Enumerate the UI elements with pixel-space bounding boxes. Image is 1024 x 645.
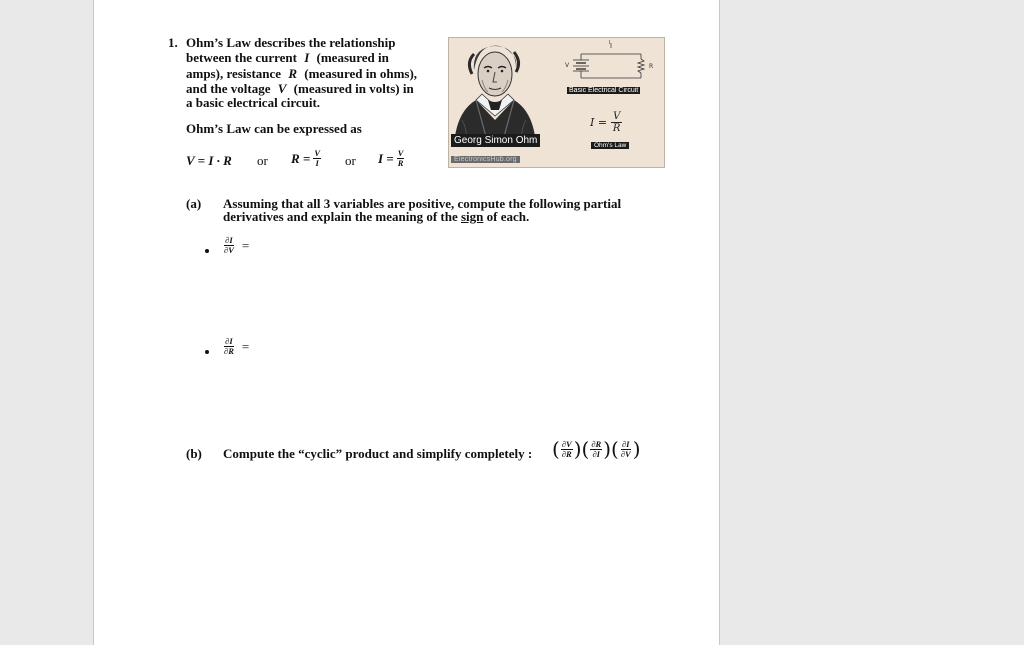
circuit-caption: Basic Electrical Circuit [569, 87, 639, 94]
or-text-1: or [257, 153, 268, 168]
part-a-label: (a) [186, 196, 202, 211]
sign-underlined: sign [460, 209, 484, 224]
circuit-diagram [561, 40, 661, 84]
ohms-law-caption: Ohm's Law [591, 142, 629, 149]
var-V: V [277, 81, 287, 96]
expressed-as-text: Ohm’s Law can be expressed as [186, 121, 362, 136]
watermark-text: ElectronicsHub.org [451, 156, 520, 163]
circuit-label-v: V [565, 62, 570, 69]
circuit-label-i: I [609, 40, 611, 46]
bullet-1 [205, 249, 209, 253]
intro-line-5: a basic electrical circuit. [186, 95, 321, 110]
ohm-portrait-image [452, 40, 536, 146]
equation-v-ir: V = I · R [186, 153, 232, 168]
bullet-2 [205, 350, 209, 354]
derivative-dI-dR: $\frac{\partial I}{\partial R}$ = [224, 336, 250, 356]
var-I: I [304, 50, 310, 65]
equation-r-vi: R = $\frac{V}{I}$ [291, 148, 321, 168]
or-text-2: or [345, 153, 356, 168]
part-a-line-2: derivatives and explain the meaning of the sign of each. [223, 209, 530, 224]
document-page [93, 0, 720, 645]
figure-formula: I = $\frac{V}{R}$ [590, 111, 621, 134]
intro-line-2: between the current I (measured in [186, 50, 389, 65]
intro-line-3: amps), resistance R (measured in ohms), [186, 66, 418, 81]
circuit-label-r: R [649, 63, 654, 70]
derivative-dI-dV: $\frac{\partial I}{\partial V}$ = [224, 235, 250, 255]
portrait-caption: Georg Simon Ohm [451, 134, 540, 147]
part-b-label: (b) [186, 446, 202, 461]
intro-line-1: Ohm’s Law describes the relationship [186, 35, 396, 50]
var-R: R [288, 66, 298, 81]
intro-line-4: and the voltage V (measured in volts) in [186, 81, 414, 96]
problem-number: 1. [168, 35, 178, 50]
cyclic-product: ( $\frac{\partial V}{\partial R}$ ) ( $\frac{\partial R}{\partial I}$ ) ( $\frac{\partial I}{\partial V}$ ) [552, 437, 641, 461]
part-a-line-1: Assuming that all 3 variables are positive, compute the following partial [223, 196, 622, 211]
part-b-text: Compute the “cyclic” product and simplify completely : [223, 446, 533, 461]
equation-i-vr: I = $\frac{V}{R}$ [378, 148, 404, 168]
ohms-law-figure [448, 37, 665, 168]
